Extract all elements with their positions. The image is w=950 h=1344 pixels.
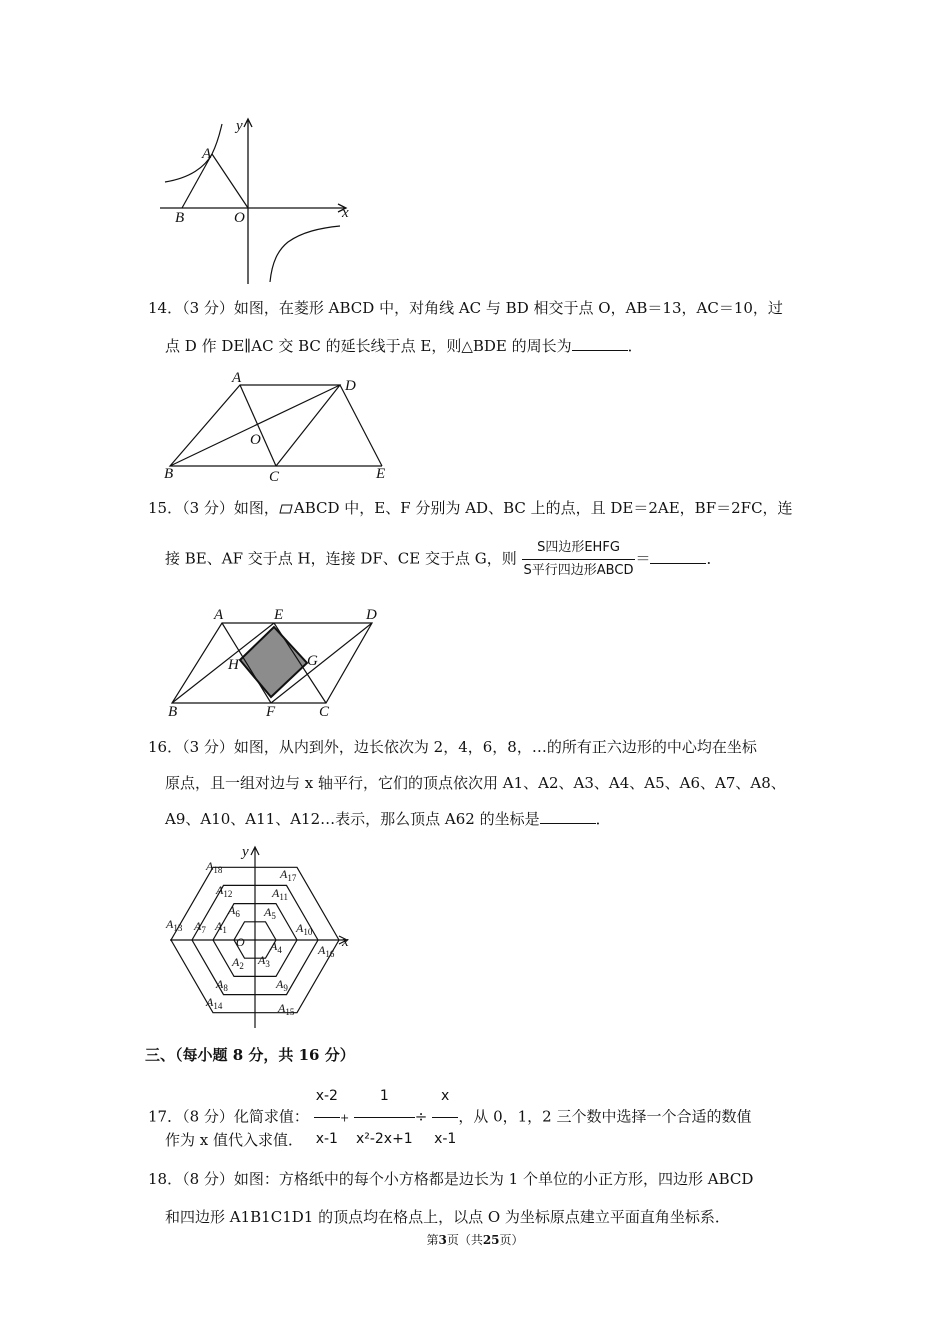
- vertex-label-a5: $A_5$: [264, 905, 276, 921]
- fraction-1-denominator: x-1: [315, 1131, 338, 1147]
- figure-q14: [160, 370, 400, 485]
- vertex-label-o: O: [236, 935, 245, 949]
- page-footer: [0, 1231, 950, 1248]
- answer-blank-q15: [650, 549, 706, 564]
- footer-total-pages: 25: [482, 1233, 500, 1247]
- vertex-label-a16: $A_{16}$: [318, 943, 335, 959]
- axis-y-label: y: [236, 118, 243, 134]
- q16-line1: 16．（3 分）如图，从内到外，边长依次为 2，4，6，8，…的所有正六边形的中心均在坐标: [148, 738, 757, 756]
- point-H-label: H: [228, 657, 239, 673]
- plus-sign: +: [339, 1111, 350, 1125]
- q16-period: ．: [595, 810, 611, 828]
- origin-O-label: O: [234, 210, 245, 226]
- answer-blank-q16: [540, 809, 596, 824]
- vertex-label-a17: $A_{17}$: [280, 867, 297, 883]
- point-D-label: D: [366, 607, 377, 623]
- footer-page-number: 3: [438, 1233, 447, 1247]
- q18-line1: 18．（8 分）如图：方格纸中的每个小方格都是边长为 1 个单位的小正方形，四边形 ABCD: [148, 1170, 754, 1188]
- point-F-label: F: [266, 704, 276, 720]
- figure-q16: [160, 842, 370, 1032]
- vertex-label-a11: $A_{11}$: [272, 886, 289, 902]
- axis-x-label: x: [342, 934, 349, 950]
- vertex-label-a2: $A_2$: [232, 955, 244, 971]
- vertex-label-a4: $A_4$: [270, 939, 282, 955]
- fraction-2-denominator: x²-2x+1: [355, 1131, 413, 1147]
- vertex-label-a1: $A_1$: [215, 919, 227, 935]
- vertex-label-a13: $A_{13}$: [166, 917, 183, 933]
- q18-line2: 和四边形 A1B1C1D1 的顶点均在格点上，以点 O 为坐标原点建立平面直角坐标系．: [165, 1208, 730, 1226]
- q17-suffix: ，从 0，1，2 三个数中选择一个合适的数值: [458, 1107, 752, 1126]
- q16-line3: [165, 808, 611, 830]
- point-C-label: C: [319, 704, 330, 720]
- point-E-label: E: [376, 466, 386, 482]
- q14-line2-text: 点 D 作 DE∥AC 交 BC 的延长线于点 E，则△BDE 的周长为: [165, 337, 572, 355]
- q14-line2: [165, 335, 643, 357]
- vertex-label-a18: $A_{18}$: [206, 859, 223, 875]
- fraction-numerator: S四边形EHFG: [522, 537, 636, 560]
- area-ratio-fraction: [522, 537, 636, 582]
- fraction-3-numerator: x: [432, 1075, 458, 1118]
- q16-line2: 原点，且一组对边与 x 轴平行，它们的顶点依次用 A1、A2、A3、A4、A5、A6、A7、A8、: [165, 774, 786, 792]
- point-B-label: B: [175, 210, 185, 226]
- axis-x-label: x: [342, 205, 349, 221]
- fraction-2-numerator: 1: [354, 1075, 415, 1118]
- point-G-label: G: [307, 653, 318, 669]
- q17-prefix: 17．（8 分）化简求值：: [148, 1107, 309, 1126]
- footer-mid: 页（共: [446, 1233, 483, 1247]
- q15-line1-text: ABCD 中，E、F 分别为 AD、BC 上的点，且 DE＝2AE，BF＝2FC，连: [293, 499, 793, 517]
- q14-line1: 14．（3 分）如图，在菱形 ABCD 中，对角线 AC 与 BD 相交于点 O，AB＝13，AC＝10，过: [148, 299, 783, 317]
- section-3-heading: 三、（每小题 8 分，共 16 分）: [145, 1046, 355, 1064]
- parallelogram-icon: [279, 504, 293, 514]
- q15-prefix: 15．（3 分）如图，: [148, 499, 279, 517]
- q17-line2: 作为 x 值代入求值．: [165, 1131, 303, 1149]
- point-E-label: E: [274, 607, 284, 623]
- vertex-label-a6: $A_6$: [228, 903, 240, 919]
- point-A-label: A: [202, 146, 212, 162]
- vertex-label-a10: $A_{10}$: [296, 921, 313, 937]
- answer-blank-q14: [572, 336, 628, 351]
- divide-sign: ÷: [414, 1107, 428, 1126]
- vertex-label-a3: $A_3$: [258, 953, 270, 969]
- q15-period: ．: [706, 549, 722, 568]
- fraction-1: [314, 1075, 340, 1160]
- q14-period: ．: [627, 337, 643, 355]
- point-A-label: A: [232, 370, 242, 386]
- fraction-2: [354, 1075, 415, 1160]
- q15-line2-text: 接 BE、AF 交于点 H，连接 DF、CE 交于点 G，则: [165, 549, 517, 568]
- point-B-label: B: [164, 466, 174, 482]
- vertex-label-a14: $A_{14}$: [206, 995, 223, 1011]
- point-C-label: C: [269, 469, 280, 485]
- fraction-1-numerator: x-2: [314, 1075, 340, 1118]
- q15-line1: [148, 497, 793, 519]
- q15-line2: 接 BE、AF 交于点 H，连接 DF、CE 交于点 G，则 $\frac{\text{S四边形EHFG}}{\text{S平行四边形ABCD}}$ ＝ ．: [165, 537, 722, 582]
- fraction-3-denominator: x-1: [434, 1131, 457, 1147]
- fraction-denominator: S平行四边形ABCD: [523, 563, 634, 578]
- vertex-label-a8: $A_8$: [216, 977, 228, 993]
- q16-line3-text: A9、A10、A11、A12…表示，那么顶点 A62 的坐标是: [165, 810, 540, 828]
- vertex-label-a12: $A_{12}$: [216, 883, 233, 899]
- point-O-label: O: [250, 432, 261, 448]
- figure-q13: [160, 112, 360, 292]
- footer-pre: 第: [426, 1233, 439, 1247]
- fraction-3: [432, 1075, 458, 1160]
- point-D-label: D: [345, 378, 356, 394]
- vertex-label-a9: $A_9$: [276, 977, 288, 993]
- footer-post: 页）: [499, 1233, 524, 1247]
- vertex-label-a7: $A_7$: [194, 919, 206, 935]
- point-A-label: A: [214, 607, 224, 623]
- figure-q15: [160, 605, 390, 720]
- vertex-label-a15: $A_{15}$: [278, 1001, 295, 1017]
- axis-y-label: y: [242, 844, 249, 860]
- point-B-label: B: [168, 704, 178, 720]
